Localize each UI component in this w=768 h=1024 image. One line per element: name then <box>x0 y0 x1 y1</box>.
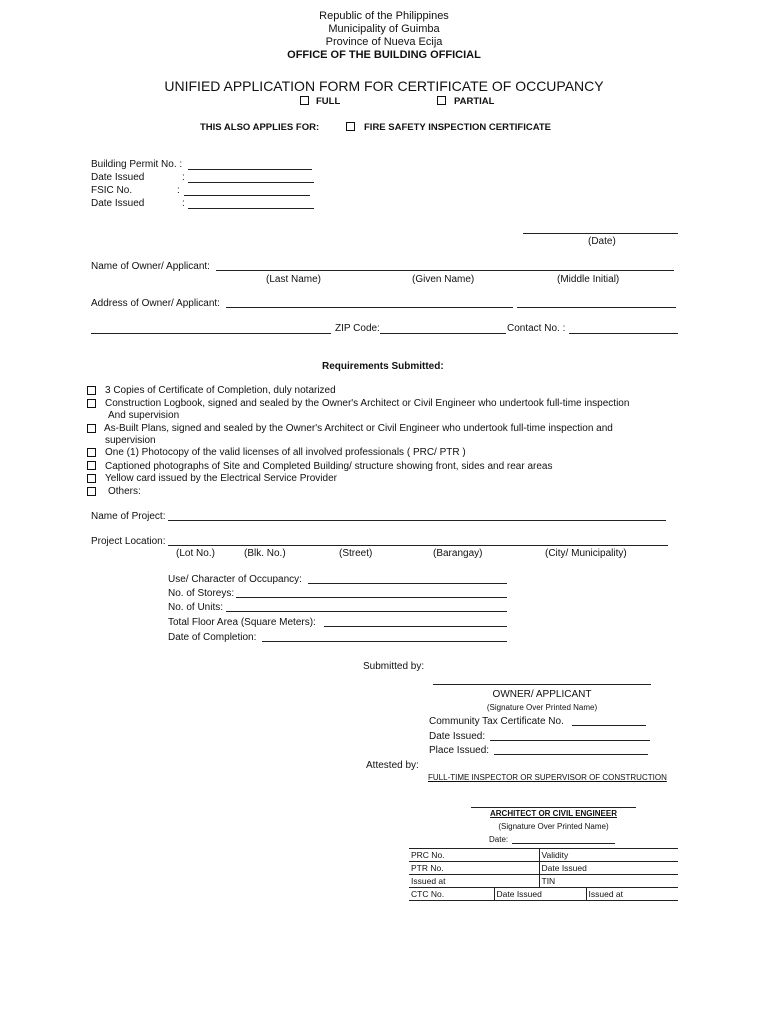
middle-initial-caption: (Middle Initial) <box>557 274 620 285</box>
lot-no-caption: (Lot No.) <box>176 548 215 559</box>
completion-label: Date of Completion: <box>168 632 257 643</box>
signature-caption-2: (Signature Over Printed Name) <box>498 822 609 831</box>
colon: : <box>182 172 185 183</box>
last-name-caption: (Last Name) <box>266 274 322 285</box>
contact-no-label: Contact No. : <box>507 323 566 334</box>
date-issued-line[interactable] <box>490 740 650 741</box>
project-name-label: Name of Project: <box>91 511 166 522</box>
use-line[interactable] <box>308 583 507 584</box>
owner-address-label: Address of Owner/ Applicant: <box>91 298 220 309</box>
requirement-item: Others: <box>108 486 141 497</box>
owner-address-line-2[interactable] <box>517 307 676 308</box>
requirement-checkbox[interactable] <box>87 474 96 483</box>
requirement-item: Yellow card issued by the Electrical Service Provider <box>105 473 337 484</box>
place-issued-line[interactable] <box>494 754 648 755</box>
building-permit-label: Building Permit No. : <box>91 159 183 170</box>
issued-at-cell-2[interactable]: Issued at <box>586 888 678 901</box>
prc-no-cell[interactable]: PRC No. <box>409 849 539 862</box>
place-issued-label: Place Issued: <box>429 745 490 756</box>
requirement-item: As-Built Plans, signed and sealed by the Owner's Architect or Civil Engineer who undertook full-time inspection and <box>104 423 613 434</box>
requirement-item-cont: And supervision <box>108 410 180 421</box>
blk-no-caption: (Blk. No.) <box>244 548 286 559</box>
ctc-line[interactable] <box>572 725 646 726</box>
architect-signature-line[interactable] <box>471 807 636 808</box>
project-location-line[interactable] <box>168 545 668 546</box>
requirement-checkbox[interactable] <box>87 448 96 457</box>
inspector-caption: FULL-TIME INSPECTOR OR SUPERVISOR OF CONSTRUCTION <box>428 773 667 782</box>
owner-address-line-3[interactable] <box>91 333 331 334</box>
requirement-checkbox[interactable] <box>87 399 96 408</box>
header-republic: Republic of the Philippines <box>319 10 449 22</box>
date-issued-cell-2[interactable]: Date Issued <box>494 888 586 901</box>
owner-name-label: Name of Owner/ Applicant: <box>91 261 210 272</box>
requirement-item-cont: supervision <box>105 435 156 446</box>
units-line[interactable] <box>226 611 507 612</box>
floor-area-line[interactable] <box>324 626 507 627</box>
requirement-checkbox[interactable] <box>87 487 96 496</box>
architect-caption: ARCHITECT OR CIVIL ENGINEER <box>490 809 617 818</box>
fsic-option-label: FIRE SAFETY INSPECTION CERTIFICATE <box>364 122 552 133</box>
partial-label: PARTIAL <box>454 96 495 107</box>
street-caption: (Street) <box>339 548 373 559</box>
building-permit-line[interactable] <box>188 169 312 170</box>
ctc-no-cell[interactable]: CTC No. <box>409 888 494 901</box>
date-issued-label: Date Issued <box>91 172 145 183</box>
tin-cell[interactable]: TIN <box>539 875 678 888</box>
requirement-checkbox[interactable] <box>87 461 96 470</box>
date-issued-cell[interactable]: Date Issued <box>539 862 678 875</box>
fsic-no-label: FSIC No. <box>91 185 133 196</box>
signature-caption: (Signature Over Printed Name) <box>486 703 598 712</box>
fsic-no-line[interactable] <box>184 195 310 196</box>
use-label: Use/ Character of Occupancy: <box>168 574 302 585</box>
given-name-caption: (Given Name) <box>412 274 475 285</box>
full-label: FULL <box>316 96 341 107</box>
owner-signature-line[interactable] <box>433 684 651 685</box>
table-row <box>409 875 678 888</box>
units-label: No. of Units: <box>168 602 224 613</box>
table-row <box>409 849 678 862</box>
date-issued-label-2: Date Issued <box>91 198 145 209</box>
project-name-line[interactable] <box>168 520 666 521</box>
header-office: OFFICE OF THE BUILDING OFFICIAL <box>287 49 481 61</box>
barangay-caption: (Barangay) <box>433 548 483 559</box>
date-line[interactable] <box>523 233 678 234</box>
date-issued-label: Date Issued: <box>429 731 486 742</box>
license-table <box>409 848 678 901</box>
floor-area-label: Total Floor Area (Square Meters): <box>168 617 316 628</box>
owner-address-line[interactable] <box>226 307 513 308</box>
owner-applicant-caption: OWNER/ APPLICANT <box>492 689 592 700</box>
requirement-checkbox[interactable] <box>87 386 96 395</box>
storeys-label: No. of Storeys: <box>168 588 235 599</box>
header-municipality: Municipality of Guimba <box>328 23 440 35</box>
submitted-by-label: Submitted by: <box>363 661 425 672</box>
date-issued-line-2[interactable] <box>188 208 314 209</box>
contact-no-line[interactable] <box>569 333 678 334</box>
form-title: UNIFIED APPLICATION FORM FOR CERTIFICATE OF OCCUPANCY <box>164 78 604 94</box>
requirement-checkbox[interactable] <box>87 424 96 433</box>
owner-name-line[interactable] <box>216 270 674 271</box>
fsic-checkbox[interactable] <box>346 122 355 131</box>
full-checkbox[interactable] <box>300 96 309 105</box>
date-caption: (Date) <box>588 236 616 247</box>
table-row <box>409 862 678 875</box>
attested-by-label: Attested by: <box>366 760 419 771</box>
colon: : <box>182 198 185 209</box>
requirement-item: Captioned photographs of Site and Completed Building/ structure showing front, sides and rear areas <box>105 461 553 472</box>
issued-at-cell[interactable]: Issued at <box>409 875 539 888</box>
requirements-title: Requirements Submitted: <box>322 361 444 372</box>
table-row <box>409 888 678 901</box>
architect-date-line[interactable] <box>512 843 615 844</box>
completion-line[interactable] <box>262 641 507 642</box>
colon: : <box>177 185 180 196</box>
also-applies-label: THIS ALSO APPLIES FOR: <box>200 122 320 133</box>
storeys-line[interactable] <box>236 597 507 598</box>
ptr-no-cell[interactable]: PTR No. <box>409 862 539 875</box>
header-province: Province of Nueva Ecija <box>325 36 443 48</box>
validity-cell[interactable]: Validity <box>539 849 678 862</box>
ctc-label: Community Tax Certificate No. <box>429 716 564 727</box>
project-location-label: Project Location: <box>91 536 166 547</box>
requirement-item: One (1) Photocopy of the valid licenses of all involved professionals ( PRC/ PTR ) <box>105 447 466 458</box>
requirement-item: 3 Copies of Certificate of Completion, duly notarized <box>105 385 336 396</box>
city-caption: (City/ Municipality) <box>545 548 627 559</box>
zip-code-label: ZIP Code: <box>335 323 380 334</box>
zip-code-line[interactable] <box>380 333 506 334</box>
date-issued-line[interactable] <box>188 182 314 183</box>
partial-checkbox[interactable] <box>437 96 446 105</box>
requirement-item: Construction Logbook, signed and sealed by the Owner's Architect or Civil Engineer who undertook full-time inspection <box>105 398 630 409</box>
architect-date-label: Date: <box>489 835 509 844</box>
